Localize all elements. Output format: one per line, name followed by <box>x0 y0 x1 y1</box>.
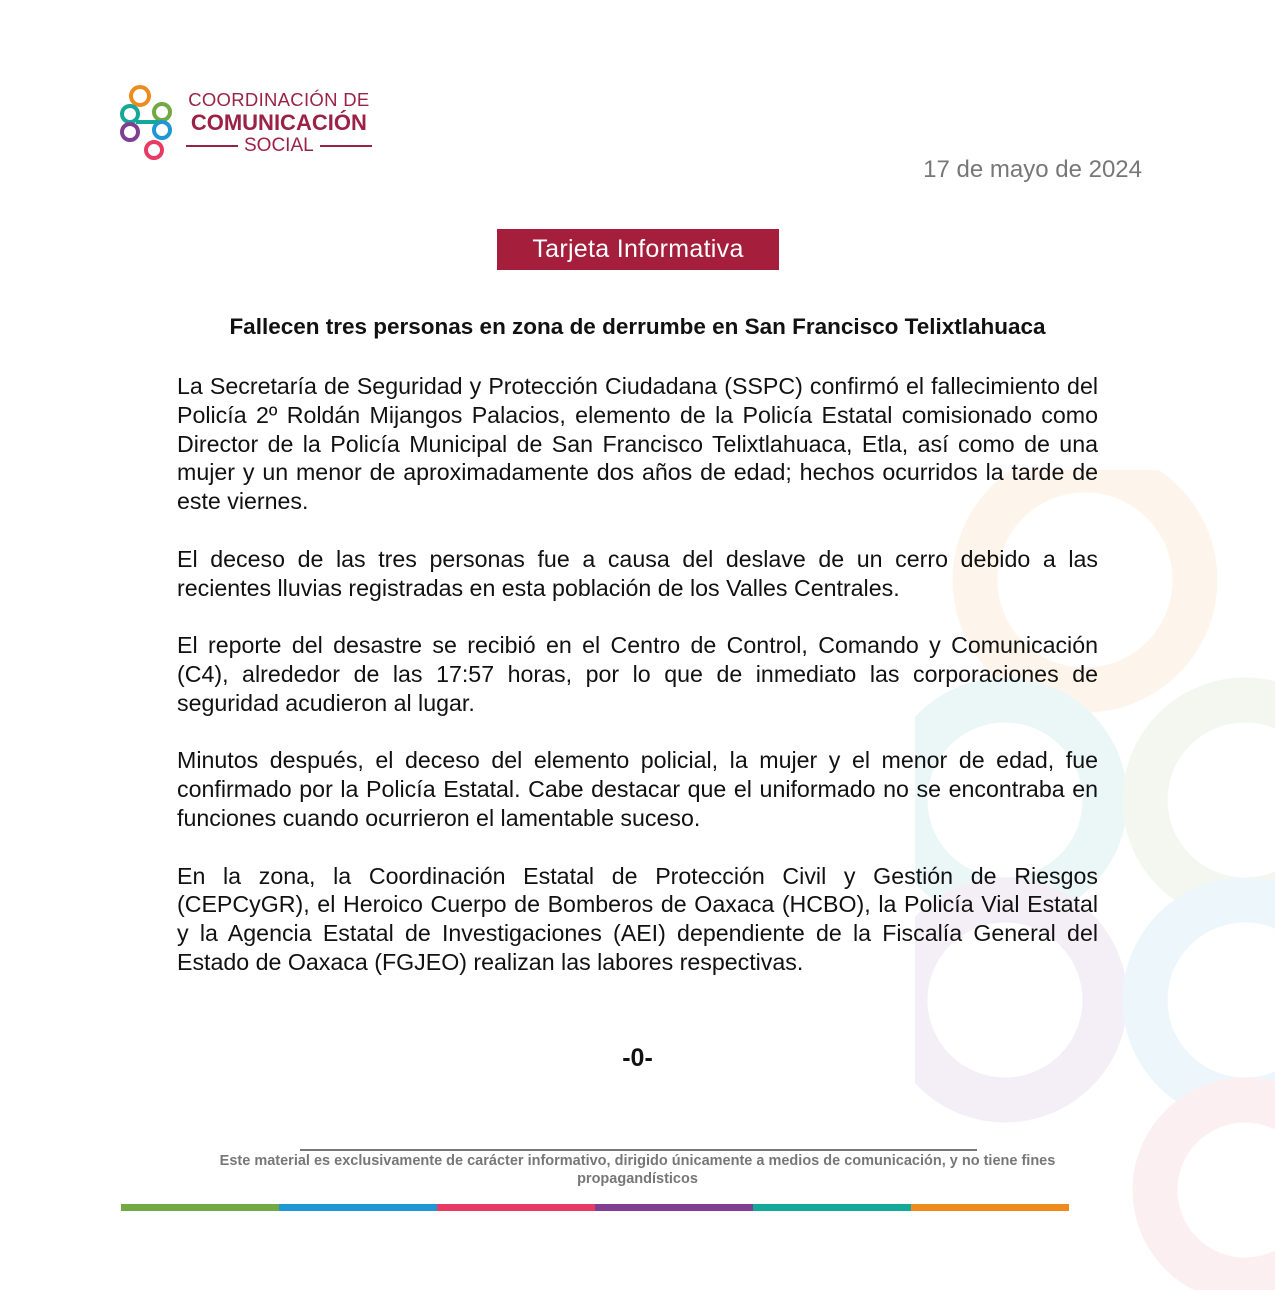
color-segment <box>911 1204 1069 1211</box>
headline: Fallecen tres personas en zona de derrumbe en San Francisco Telixtlahuaca <box>229 314 1046 339</box>
footer-divider <box>300 1149 977 1151</box>
color-segment <box>121 1204 279 1211</box>
logo-line2: COMUNICACIÓN <box>190 110 367 136</box>
footer-disclaimer: Este material es exclusivamente de carácter informativo, dirigido únicamente a medios de comunicación, y no tiene fines propagandísticos <box>219 1153 1056 1187</box>
paragraph: Minutos después, el deceso del elemento policial, la mujer y el menor de edad, fue confirmado por la Policía Estatal. Cabe destacar que el uniformado no se encontraba en funciones cuando ocurrieron el lamentable suceso. <box>177 747 1098 831</box>
color-segment <box>279 1204 437 1211</box>
logo-mark-icon <box>118 84 178 162</box>
paragraph: El reporte del desastre se recibió en el Centro de Control, Comando y Comunicación (C4), alrededor de las 17:57 horas, por lo que de inmediato las corporaciones de seguridad acudieron al lugar. <box>177 632 1098 716</box>
paragraph: La Secretaría de Seguridad y Protección Ciudadana (SSPC) confirmó el fallecimiento del Policía 2º Roldán Mijangos Palacios, elemento de la Policía Estatal comisionado como Director de la Policía Municipal de San Francisco Telixtlahuaca, Etla, así como de una mujer y un menor de aproximadamente dos años de edad; hechos ocurridos la tarde de este viernes. <box>177 373 1098 515</box>
color-segment <box>595 1204 753 1211</box>
document-type-badge: Tarjeta Informativa <box>497 229 779 270</box>
color-segment <box>753 1204 911 1211</box>
color-bar <box>121 1204 1069 1211</box>
logo <box>118 84 372 162</box>
paragraph: El deceso de las tres personas fue a causa del deslave de un cerro debido a las recientes lluvias registradas en esta población de los Valles Centrales. <box>177 545 1098 601</box>
end-mark: -0- <box>622 1044 653 1072</box>
paragraph: En la zona, la Coordinación Estatal de Protección Civil y Gestión de Riesgos (CEPCyGR), el Heroico Cuerpo de Bomberos de Oaxaca (HCBO), la Policía Vial Estatal y la Agencia Estatal de Investigaciones (AEI) dependiente de la Fiscalía General del Estado de Oaxaca (FGJEO) realizan las labores respectivas. <box>177 862 1098 975</box>
color-segment <box>437 1204 595 1211</box>
logo-line1: COORDINACIÓN DE <box>188 88 370 110</box>
logo-line3: SOCIAL <box>244 135 314 157</box>
date: 17 de mayo de 2024 <box>923 156 1142 183</box>
body-text <box>177 372 1098 1006</box>
